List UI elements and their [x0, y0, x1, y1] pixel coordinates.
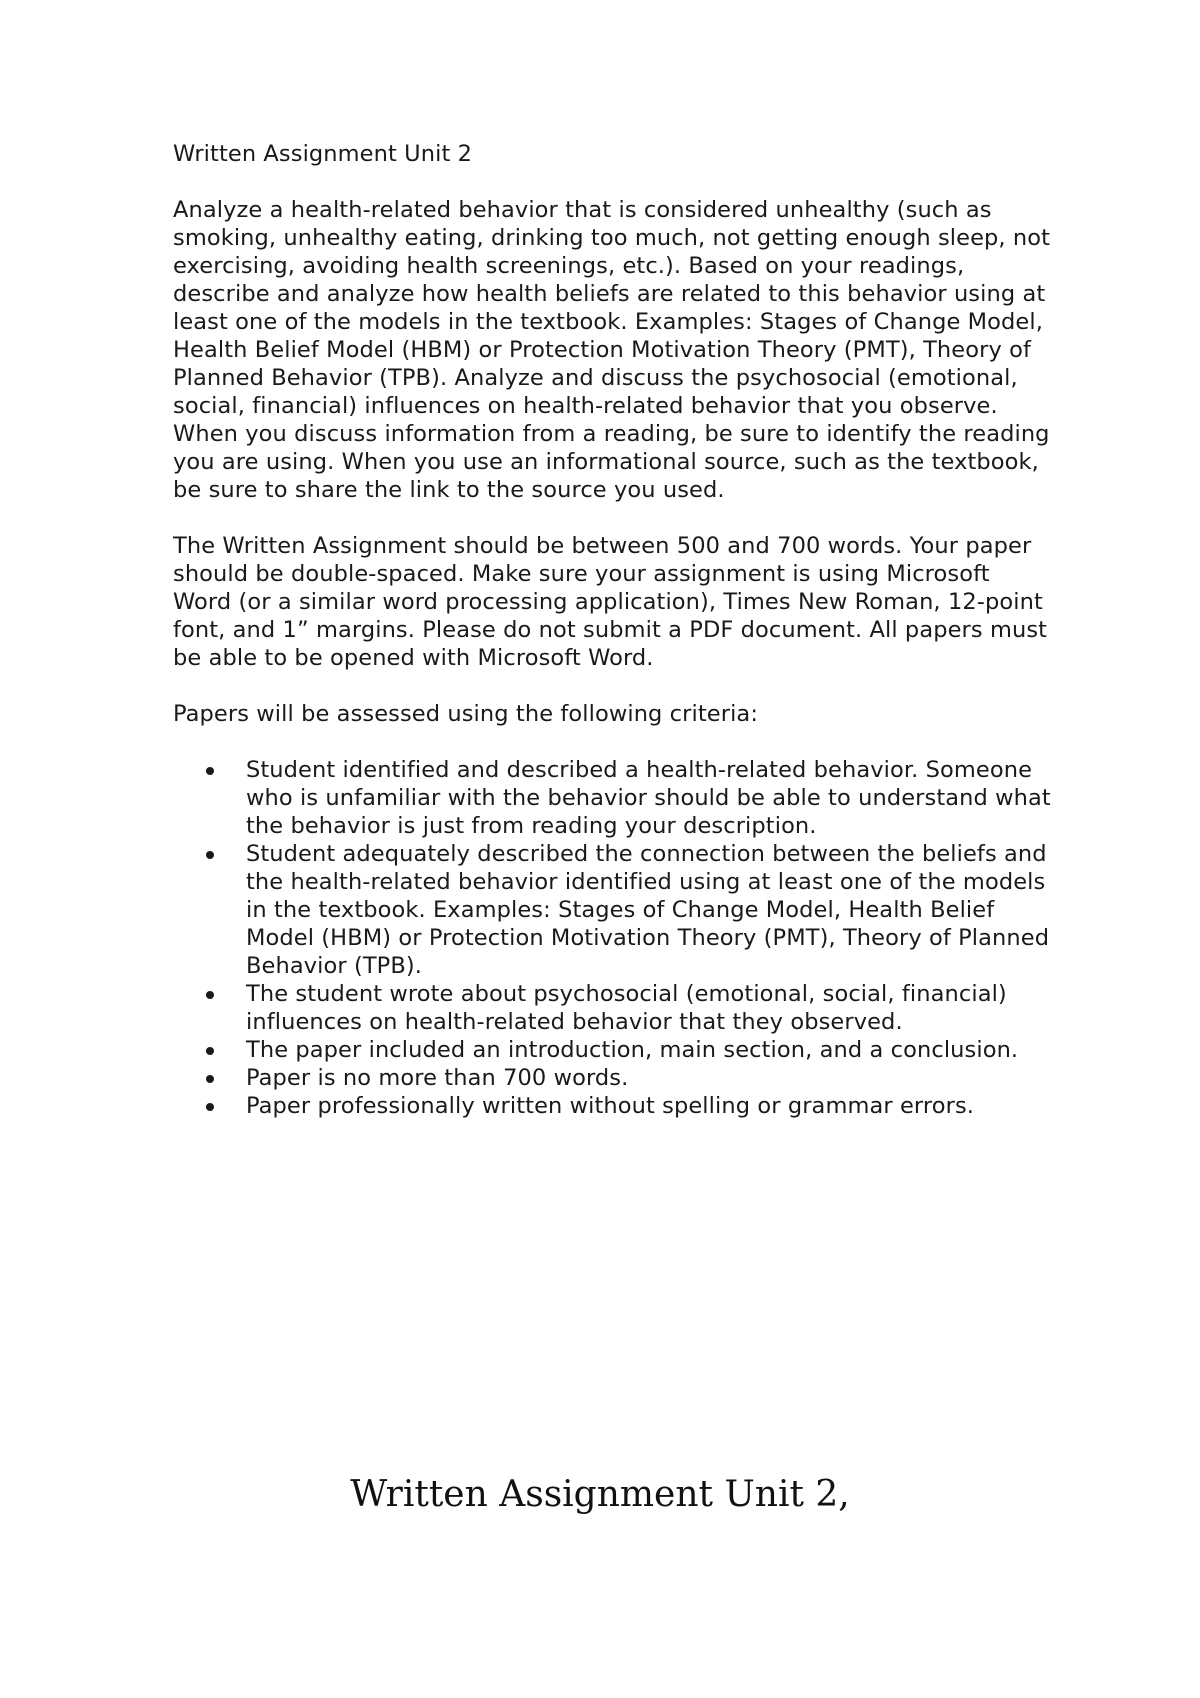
format-paragraph: The Written Assignment should be between 500 and 700 words. Your paper should be double-spaced. Make sure your assignment is using Microsoft Word (or a similar word processing application), Times New Roman, 12-point font, and 1” margins. Please do not submit a PDF document. All papers must be able to be opened with Microsoft Word.	[173, 533, 1048, 671]
document-heading: Written Assignment Unit 2	[173, 141, 473, 167]
bullet-icon	[206, 1075, 214, 1083]
criteria-text: Paper professionally written without spelling or grammar errors.	[246, 1093, 975, 1119]
criteria-text: The paper included an introduction, main section, and a conclusion.	[246, 1037, 1019, 1063]
criteria-item	[173, 1064, 1053, 1092]
intro-paragraph: Analyze a health-related behavior that is considered unhealthy (such as smoking, unhealthy eating, drinking too much, not getting enough sleep, not exercising, avoiding health screenings, etc.). Based on your readings, describe and analyze how health beliefs are related to this behavior using at least one of the models in the textbook. Examples: Stages of Change Model, Health Belief Model (HBM) or Protection Motivation Theory (PMT), Theory of Planned Behavior (TPB). Analyze and discuss the psychosocial (emotional, social, financial) influences on health-related behavior that you observe. When you discuss information from a reading, be sure to identify the reading you are using. When you use an informational source, such as the textbook, be sure to share the link to the source you used.	[173, 197, 1051, 503]
criteria-list	[173, 756, 1053, 1120]
footer-title: Written Assignment Unit 2,	[350, 1474, 850, 1515]
bullet-icon	[206, 991, 214, 999]
paragraph-spacer	[173, 672, 1053, 700]
paragraph-spacer	[173, 728, 1053, 756]
document-body	[173, 140, 1053, 1120]
criteria-item	[173, 1092, 1053, 1120]
criteria-text: Student adequately described the connection between the beliefs and the health-related behavior identified using at least one of the models in the textbook. Examples: Stages of Change Model, Health Belief Model (HBM) or Protection Motivation Theory (PMT), Theory of Planned Behavior (TPB).	[246, 841, 1050, 979]
criteria-text: The student wrote about psychosocial (emotional, social, financial) influences on health-related behavior that they observed.	[246, 981, 1007, 1035]
paragraph-spacer	[173, 168, 1053, 196]
criteria-item	[173, 840, 1053, 980]
bullet-icon	[206, 767, 214, 775]
bullet-icon	[206, 1103, 214, 1111]
criteria-text: Paper is no more than 700 words.	[246, 1065, 629, 1091]
paragraph-spacer	[173, 504, 1053, 532]
criteria-item	[173, 1036, 1053, 1064]
criteria-text: Student identified and described a health-related behavior. Someone who is unfamiliar with the behavior should be able to understand what the behavior is just from reading your description.	[246, 757, 1051, 839]
criteria-item	[173, 756, 1053, 840]
bullet-icon	[206, 851, 214, 859]
criteria-intro: Papers will be assessed using the following criteria:	[173, 701, 758, 727]
criteria-item	[173, 980, 1053, 1036]
bullet-icon	[206, 1047, 214, 1055]
